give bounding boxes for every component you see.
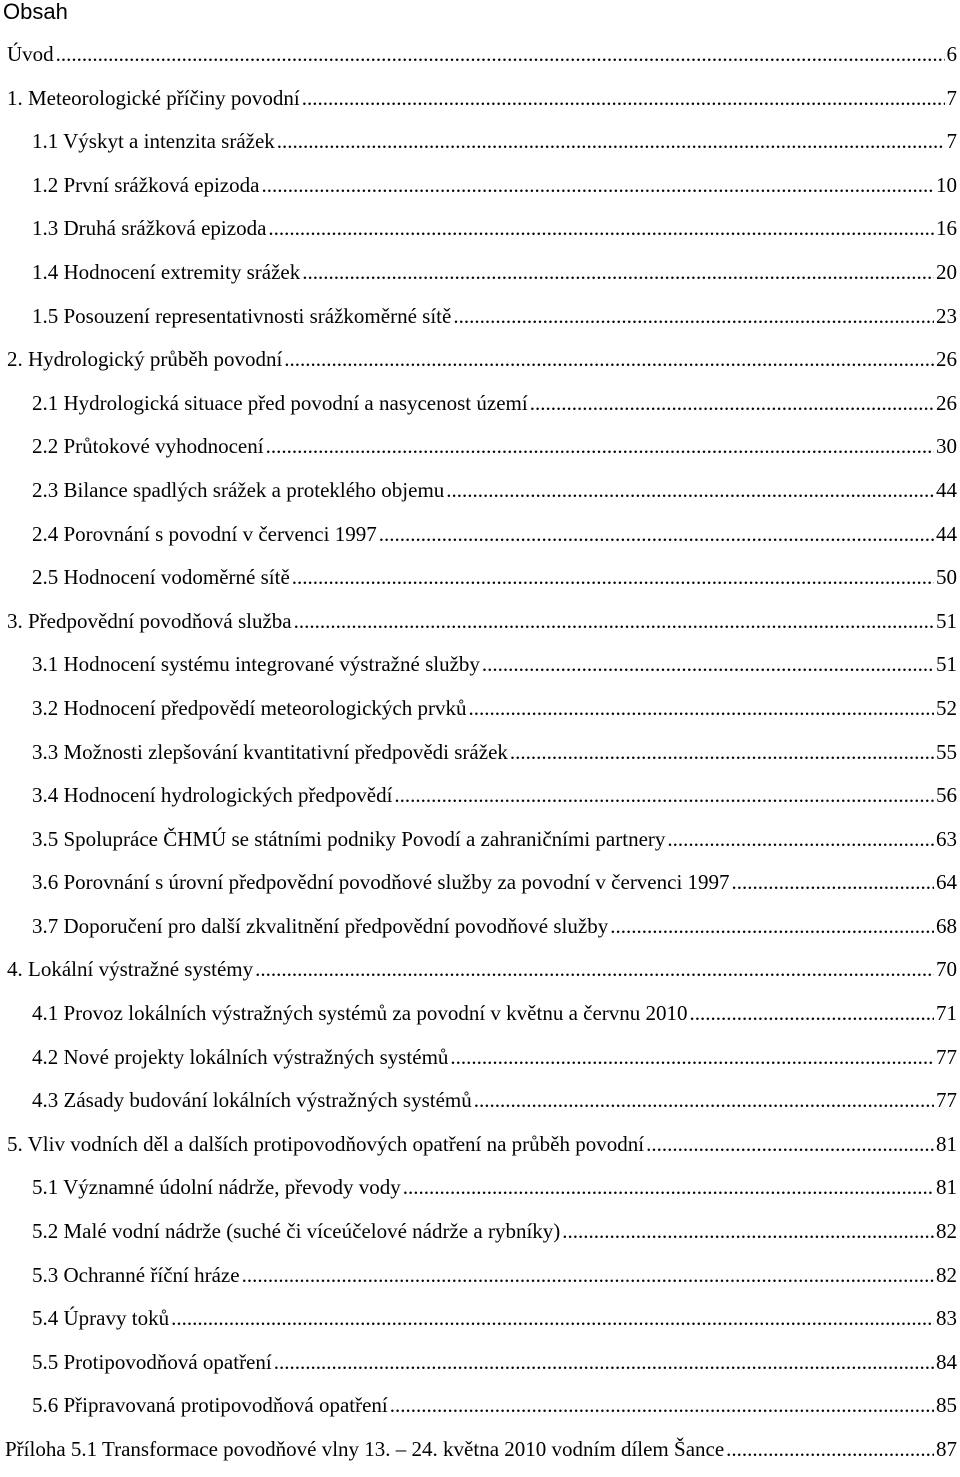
toc-entry[interactable]: [0, 823, 960, 867]
toc-entry-label: 5.1 Významné údolní nádrže, převody vody: [32, 1171, 401, 1203]
toc-leader-dots: [453, 300, 934, 332]
toc-entry-label: 2.2 Průtokové vyhodnocení: [32, 430, 264, 462]
toc-leader-dots: [450, 1041, 934, 1073]
toc-leader-dots: [171, 1302, 934, 1334]
toc-leader-dots: [446, 474, 934, 506]
toc-entry-label: 3.2 Hodnocení předpovědí meteorologických prvků: [32, 692, 466, 724]
toc-entry[interactable]: [0, 387, 960, 431]
toc-leader-dots: [277, 125, 945, 157]
toc-entry-label: 2.4 Porovnání s povodní v červenci 1997: [32, 518, 377, 550]
toc-entry-label: 1.4 Hodnocení extremity srážek: [32, 256, 300, 288]
toc-entry[interactable]: [0, 1389, 960, 1433]
toc-leader-dots: [302, 256, 934, 288]
toc-leader-dots: [732, 866, 934, 898]
toc-leader-dots: [255, 953, 934, 985]
toc-entry[interactable]: [0, 82, 960, 126]
toc-entry-label: 1.2 První srážková epizoda: [32, 169, 259, 201]
toc-entry-label: 5.6 Připravovaná protipovodňová opatření: [32, 1389, 388, 1421]
toc-entry[interactable]: [0, 1302, 960, 1346]
toc-entry-page-number: 85: [936, 1389, 960, 1421]
toc-leader-dots: [646, 1128, 934, 1160]
toc-entry-page-number: 10: [936, 169, 960, 201]
toc-leader-dots: [403, 1171, 934, 1203]
toc-entry[interactable]: [0, 169, 960, 213]
toc-entry-label: 3.4 Hodnocení hydrologických předpovědí: [32, 779, 392, 811]
toc-entry[interactable]: [0, 997, 960, 1041]
toc-leader-dots: [292, 561, 934, 593]
table-of-contents: [0, 38, 960, 1477]
toc-entry-page-number: 55: [936, 736, 960, 768]
toc-entry-page-number: 77: [936, 1041, 960, 1073]
toc-entry-page-number: 51: [936, 605, 960, 637]
toc-entry-page-number: 7: [947, 82, 960, 114]
toc-entry-label: 2. Hydrologický průběh povodní: [7, 343, 282, 375]
toc-leader-dots: [690, 997, 934, 1029]
toc-leader-dots: [268, 212, 934, 244]
toc-entry[interactable]: [0, 430, 960, 474]
toc-entry[interactable]: [0, 866, 960, 910]
toc-entry[interactable]: [0, 605, 960, 649]
toc-entry-page-number: 81: [936, 1128, 960, 1160]
toc-leader-dots: [510, 736, 934, 768]
toc-entry-label: 3.7 Doporučení pro další zkvalitnění předpovědní povodňové služby: [32, 910, 608, 942]
toc-entry-label: 4.2 Nové projekty lokálních výstražných systémů: [32, 1041, 448, 1073]
toc-entry-page-number: 6: [947, 38, 960, 70]
toc-entry-label: 1.5 Posouzení representativnosti srážkoměrné sítě: [32, 300, 451, 332]
toc-entry-label: 3.6 Porovnání s úrovní předpovědní povodňové služby za povodní v červenci 1997: [32, 866, 730, 898]
toc-entry-label: 3.3 Možnosti zlepšování kvantitativní předpovědi srážek: [32, 736, 508, 768]
toc-entry-label: 1.3 Druhá srážková epizoda: [32, 212, 266, 244]
toc-entry-label: 1.1 Výskyt a intenzita srážek: [32, 125, 275, 157]
toc-entry-label: 3.1 Hodnocení systému integrované výstražné služby: [32, 648, 480, 680]
toc-entry-page-number: 23: [936, 300, 960, 332]
toc-entry[interactable]: [0, 256, 960, 300]
toc-leader-dots: [726, 1433, 934, 1465]
toc-entry-label: 5.5 Protipovodňová opatření: [32, 1346, 272, 1378]
toc-entry-label: Úvod: [7, 38, 54, 70]
toc-entry[interactable]: [0, 1084, 960, 1128]
toc-entry-page-number: 44: [936, 518, 960, 550]
toc-entry-label: 5.3 Ochranné říční hráze: [32, 1259, 240, 1291]
toc-entry-page-number: 56: [936, 779, 960, 811]
toc-entry-page-number: 77: [936, 1084, 960, 1116]
toc-entry[interactable]: [0, 692, 960, 736]
toc-entry-label: 5.4 Úpravy toků: [32, 1302, 169, 1334]
toc-entry-page-number: 16: [936, 212, 960, 244]
toc-entry-page-number: 82: [936, 1259, 960, 1291]
page-title: Obsah: [3, 0, 68, 25]
toc-entry[interactable]: [0, 779, 960, 823]
toc-leader-dots: [482, 648, 934, 680]
toc-entry[interactable]: [0, 125, 960, 169]
toc-leader-dots: [530, 387, 934, 419]
toc-leader-dots: [261, 169, 934, 201]
toc-entry-label: 3. Předpovědní povodňová služba: [7, 605, 292, 637]
toc-entry[interactable]: [0, 736, 960, 780]
toc-entry-page-number: 52: [936, 692, 960, 724]
toc-leader-dots: [274, 1346, 934, 1378]
toc-entry-page-number: 30: [936, 430, 960, 462]
toc-entry-page-number: 7: [947, 125, 960, 157]
toc-entry[interactable]: [0, 561, 960, 605]
toc-leader-dots: [379, 518, 934, 550]
toc-entry[interactable]: [0, 648, 960, 692]
toc-entry[interactable]: [0, 1433, 960, 1477]
toc-entry[interactable]: [0, 343, 960, 387]
toc-entry-page-number: 26: [936, 387, 960, 419]
toc-entry-page-number: 82: [936, 1215, 960, 1247]
toc-entry[interactable]: [0, 38, 960, 82]
toc-entry[interactable]: [0, 1259, 960, 1303]
toc-entry-page-number: 71: [936, 997, 960, 1029]
toc-entry-label: 5.2 Malé vodní nádrže (suché či víceúčelové nádrže a rybníky): [32, 1215, 560, 1247]
toc-leader-dots: [474, 1084, 934, 1116]
toc-leader-dots: [294, 605, 934, 637]
toc-entry-page-number: 81: [936, 1171, 960, 1203]
toc-leader-dots: [394, 779, 934, 811]
toc-entry[interactable]: [0, 1215, 960, 1259]
toc-entry[interactable]: [0, 1346, 960, 1390]
toc-entry[interactable]: [0, 910, 960, 954]
toc-entry-page-number: 26: [936, 343, 960, 375]
toc-leader-dots: [390, 1389, 934, 1421]
toc-entry-page-number: 87: [936, 1433, 960, 1465]
toc-leader-dots: [242, 1259, 934, 1291]
toc-entry-label: Příloha 5.1 Transformace povodňové vlny 13. – 24. května 2010 vodním dílem Šance: [5, 1433, 724, 1465]
toc-entry[interactable]: [0, 1128, 960, 1172]
toc-leader-dots: [56, 38, 945, 70]
toc-leader-dots: [562, 1215, 934, 1247]
toc-entry[interactable]: [0, 518, 960, 562]
toc-entry-label: 2.1 Hydrologická situace před povodní a nasycenost území: [32, 387, 528, 419]
toc-leader-dots: [266, 430, 934, 462]
toc-entry-label: 2.3 Bilance spadlých srážek a proteklého objemu: [32, 474, 444, 506]
toc-entry-page-number: 63: [936, 823, 960, 855]
toc-entry[interactable]: [0, 474, 960, 518]
toc-entry-label: 2.5 Hodnocení vodoměrné sítě: [32, 561, 290, 593]
toc-entry-label: 5. Vliv vodních děl a dalších protipovodňových opatření na průběh povodní: [7, 1128, 644, 1160]
toc-leader-dots: [610, 910, 934, 942]
toc-leader-dots: [468, 692, 934, 724]
toc-leader-dots: [284, 343, 934, 375]
toc-entry[interactable]: [0, 1041, 960, 1085]
toc-entry-label: 4.3 Zásady budování lokálních výstražných systémů: [32, 1084, 472, 1116]
toc-entry-page-number: 20: [936, 256, 960, 288]
toc-entry-page-number: 83: [936, 1302, 960, 1334]
toc-entry-label: 4. Lokální výstražné systémy: [7, 953, 253, 985]
toc-entry-page-number: 84: [936, 1346, 960, 1378]
toc-entry[interactable]: [0, 953, 960, 997]
toc-entry-label: 4.1 Provoz lokálních výstražných systémů za povodní v květnu a červnu 2010: [32, 997, 688, 1029]
toc-entry[interactable]: [0, 212, 960, 256]
toc-leader-dots: [667, 823, 934, 855]
toc-entry-page-number: 68: [936, 910, 960, 942]
toc-entry-label: 3.5 Spolupráce ČHMÚ se státními podniky Povodí a zahraničními partnery: [32, 823, 665, 855]
toc-entry-label: 1. Meteorologické příčiny povodní: [7, 82, 300, 114]
toc-entry[interactable]: [0, 1171, 960, 1215]
toc-entry-page-number: 70: [936, 953, 960, 985]
toc-entry-page-number: 64: [936, 866, 960, 898]
toc-entry-page-number: 51: [936, 648, 960, 680]
toc-entry[interactable]: [0, 300, 960, 344]
toc-entry-page-number: 44: [936, 474, 960, 506]
toc-entry-page-number: 50: [936, 561, 960, 593]
toc-leader-dots: [302, 82, 945, 114]
